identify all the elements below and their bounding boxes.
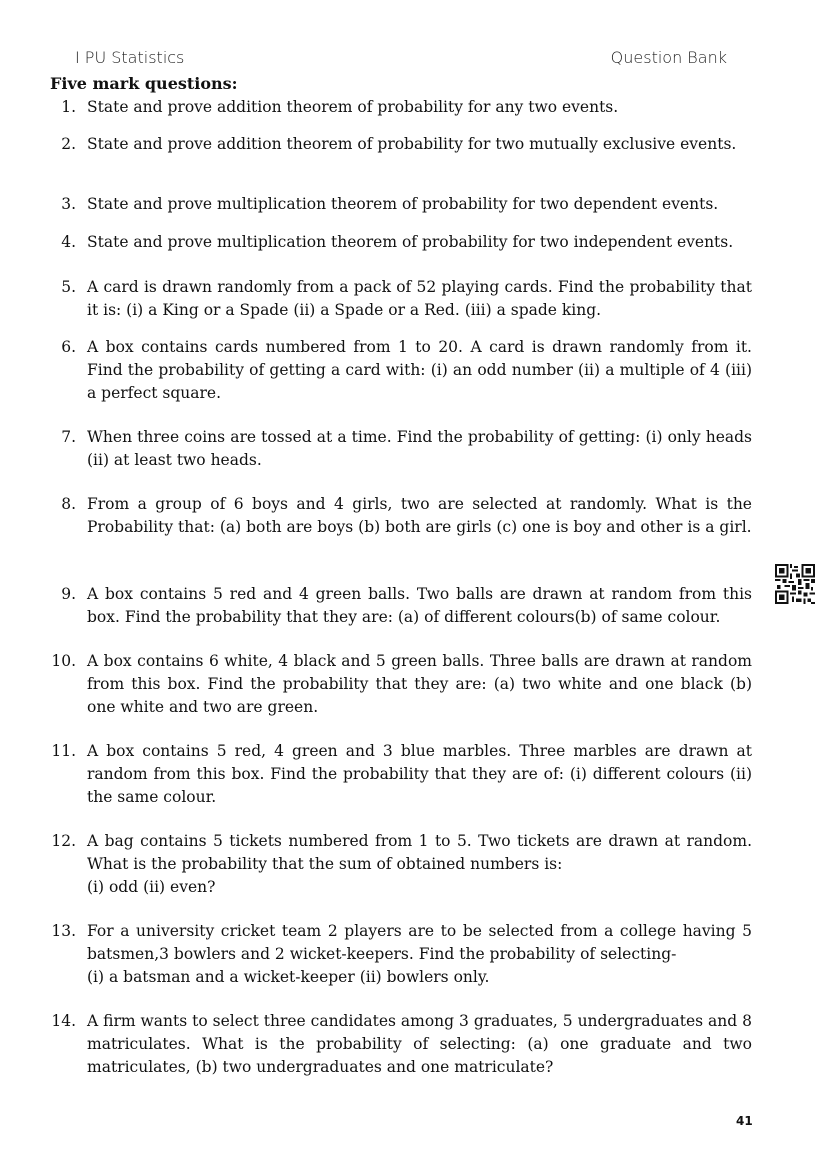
question-text: State and prove addition theorem of probability for any two events. [87, 98, 619, 116]
question-subparts: (i) a batsman and a wicket-keeper (ii) bowlers only. [87, 968, 490, 986]
question-text: A bag contains 5 tickets numbered from 1 to 5. Two tickets are drawn at random. What is the probability that the sum of obtained numbers is: [87, 832, 752, 873]
question-text: State and prove addition theorem of probability for two mutually exclusive events. [87, 135, 737, 153]
header-document: Question Bank [610, 48, 727, 67]
question-text: A box contains 5 red and 4 green balls. Two balls are drawn at random from this box. Find the probability that they are: (a) of different colours(b) of same colour. [87, 585, 752, 626]
page-number: 41 [736, 1114, 753, 1128]
question-number: 2. [61, 135, 76, 153]
question-number: 14. [51, 1012, 76, 1030]
question-item [40, 650, 752, 719]
question-item [40, 231, 752, 254]
header-subject: I PU Statistics [75, 48, 185, 67]
question-item [40, 583, 752, 629]
question-number: 13. [51, 922, 76, 940]
question-item [40, 336, 752, 405]
question-item [40, 276, 752, 322]
question-number: 9. [61, 585, 76, 603]
question-text: State and prove multiplication theorem of probability for two independent events. [87, 233, 734, 251]
question-item [40, 133, 752, 156]
question-text: A box contains 5 red, 4 green and 3 blue marbles. Three marbles are drawn at random from this box. Find the probability that they are of: (i) different colours (ii) the same colour. [87, 742, 752, 806]
question-item [40, 830, 752, 899]
question-text: From a group of 6 boys and 4 girls, two are selected at randomly. What is the Probability that: (a) both are boys (b) both are girls (c) one is boy and other is a girl. [87, 495, 752, 536]
question-text: A box contains cards numbered from 1 to 20. A card is drawn randomly from it. Find the probability of getting a card with: (i) an odd number (ii) a multiple of 4 (iii) a perfect square. [87, 338, 752, 402]
question-number: 11. [51, 742, 76, 760]
question-number: 1. [61, 98, 76, 116]
question-text: When three coins are tossed at a time. Find the probability of getting: (i) only heads (ii) at least two heads. [87, 428, 752, 469]
qr-code-icon [775, 564, 815, 604]
question-text: A box contains 6 white, 4 black and 5 green balls. Three balls are drawn at random from this box. Find the probability that they are: (a) two white and one black (b) one white and two are green. [87, 652, 752, 716]
question-subparts: (i) odd (ii) even? [87, 878, 216, 896]
question-item [40, 193, 752, 216]
question-text: A card is drawn randomly from a pack of 52 playing cards. Find the probability that it is: (i) a King or a Spade (ii) a Spade or a Red. (iii) a spade king. [87, 278, 752, 319]
question-item [40, 96, 752, 119]
question-number: 5. [61, 278, 76, 296]
question-item [40, 493, 752, 539]
question-number: 10. [51, 652, 76, 670]
question-number: 4. [61, 233, 76, 251]
question-number: 6. [61, 338, 76, 356]
question-number: 8. [61, 495, 76, 513]
question-item [40, 920, 752, 989]
question-number: 3. [61, 195, 76, 213]
question-text: A firm wants to select three candidates among 3 graduates, 5 undergraduates and 8 matriculates. What is the probability of selecting: (a) one graduate and two matriculates, (b) two undergraduates and one matriculate? [87, 1012, 752, 1076]
section-title: Five mark questions: [50, 74, 238, 93]
question-item [40, 1010, 752, 1079]
question-text: For a university cricket team 2 players are to be selected from a college having 5 batsmen,3 bowlers and 2 wicket-keepers. Find the probability of selecting- [87, 922, 752, 963]
question-number: 12. [51, 832, 76, 850]
question-text: State and prove multiplication theorem of probability for two dependent events. [87, 195, 719, 213]
question-item [40, 740, 752, 809]
question-item [40, 426, 752, 472]
question-number: 7. [61, 428, 76, 446]
